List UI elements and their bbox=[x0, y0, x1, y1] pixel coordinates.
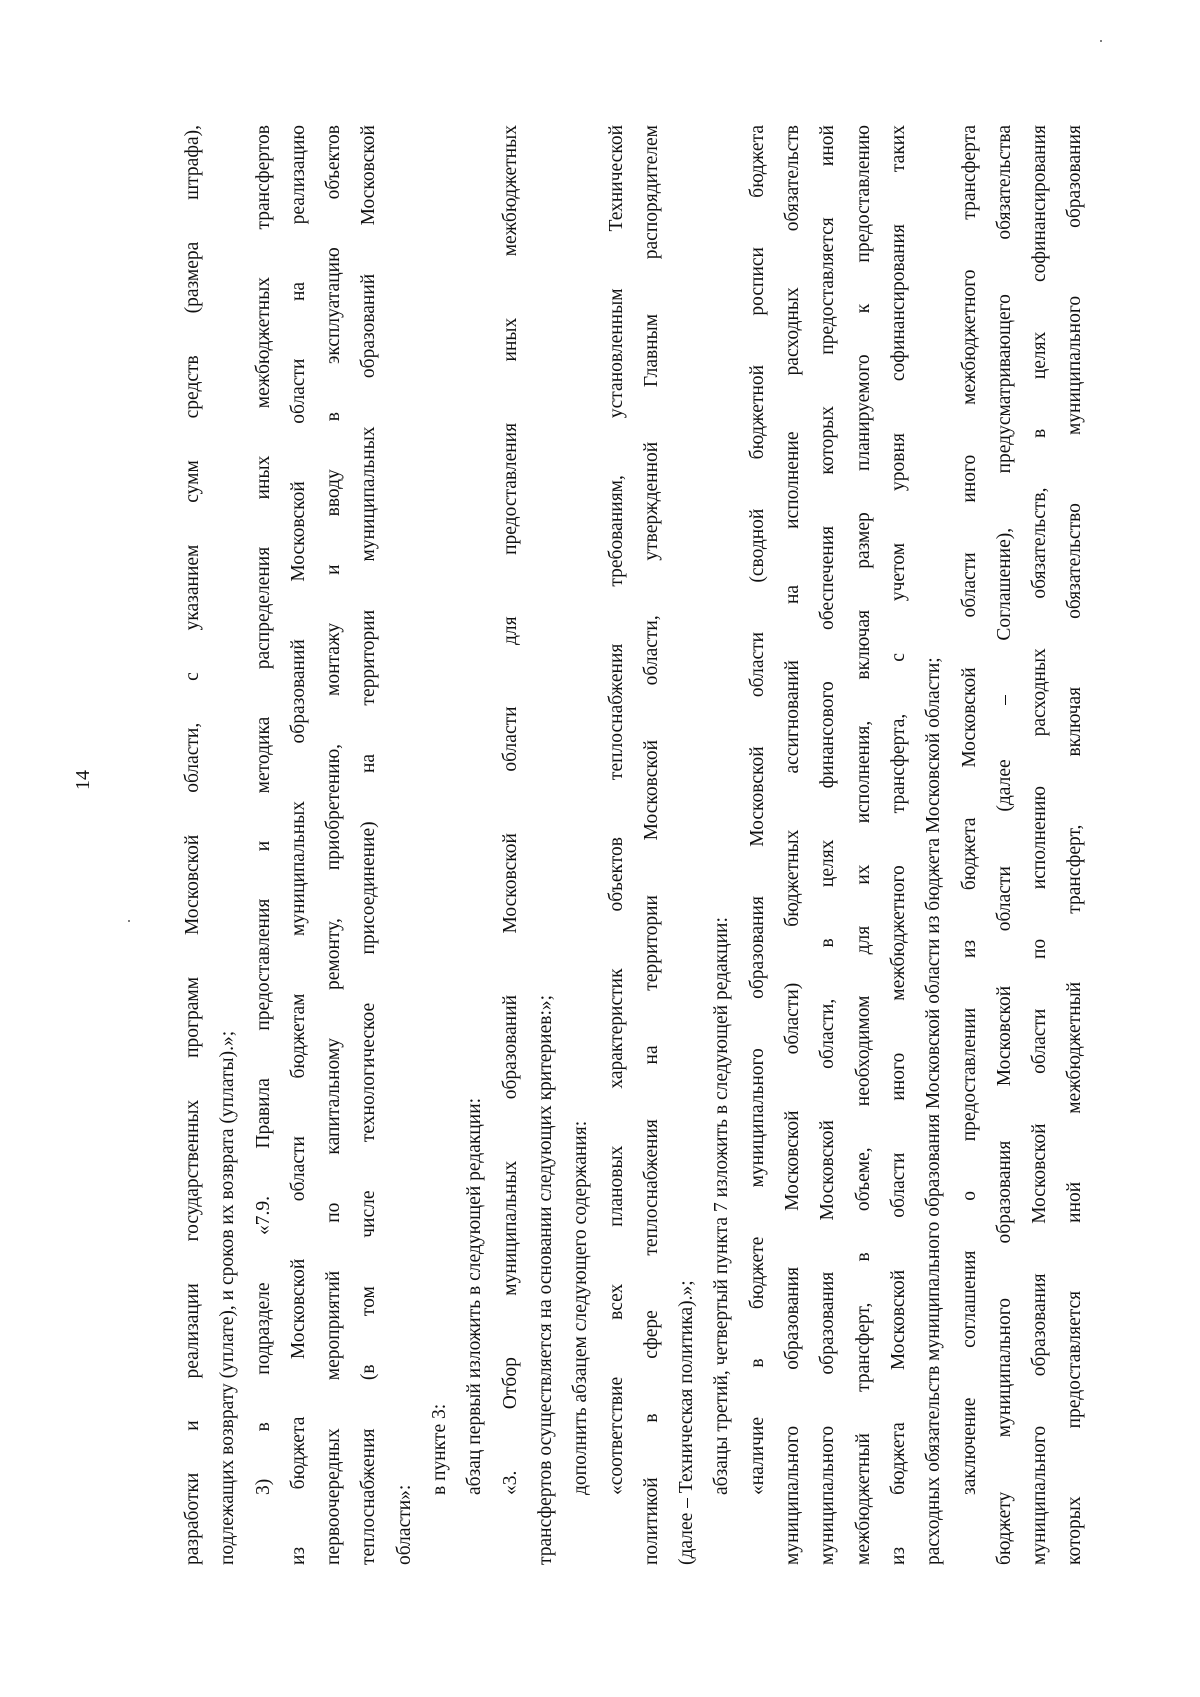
text-line: расходных обязательств муниципального образования Московской области из бюджета Московской области; bbox=[923, 657, 945, 1565]
text-line: бюджету муниципального образования Московской области (далее – Соглашение), предусматривающего обязательства bbox=[993, 125, 1015, 1565]
text-line: дополнить абзацем следующего содержания: bbox=[570, 1120, 592, 1495]
text-line: теплоснабжения (в том числе технологическое присоединение) на территории муниципальных образований Московской bbox=[358, 125, 380, 1565]
text-line: абзац первый изложить в следующей редакции: bbox=[464, 1097, 486, 1495]
text-line: заключение соглашения о предоставлении из бюджета Московской области иного межбюджетного трансферта bbox=[958, 125, 980, 1495]
text-line: муниципального образования Московской области по исполнению расходных обязательств, в целях софинансирования bbox=[1029, 125, 1051, 1565]
text-line: муниципального образования Московской области, в целях финансового обеспечения которых предоставляется иной bbox=[817, 125, 839, 1565]
text-line: абзацы третий, четвертый пункта 7 изложить в следующей редакции: bbox=[711, 917, 733, 1495]
text-line: первоочередных мероприятий по капитальному ремонту, приобретению, монтажу и вводу в эксплуатацию объектов bbox=[323, 125, 345, 1565]
text-line: политикой в сфере теплоснабжения на территории Московской области, утвержденной Главным распорядителем bbox=[640, 125, 662, 1565]
text-line: муниципального образования Московской области) бюджетных ассигнований на исполнение расходных обязательств bbox=[782, 125, 804, 1565]
text-line: которых предоставляется иной межбюджетный трансферт, включая обязательство муниципального образования bbox=[1064, 125, 1086, 1565]
text-line: межбюджетный трансферт, в объеме, необходимом для их исполнения, включая размер планируемого к предоставлению bbox=[852, 125, 874, 1565]
text-line: подлежащих возврату (уплате), и сроков их возврата (уплаты).»; bbox=[217, 1030, 239, 1565]
text-line: 3) в подразделе «7.9. Правила предоставления и методика распределения иных межбюджетных трансфертов bbox=[252, 125, 274, 1495]
text-line: «3. Отбор муниципальных образований Московской области для предоставления иных межбюджетных bbox=[499, 125, 521, 1495]
page-number: 14 bbox=[72, 770, 94, 790]
text-line: разработки и реализации государственных программ Московской области, с указанием сумм средств (размера штрафа), bbox=[182, 125, 203, 1565]
scan-speck bbox=[128, 920, 130, 922]
text-line: трансфертов осуществляется на основании следующих критериев:»; bbox=[534, 994, 556, 1565]
text-line: «наличие в бюджете муниципального образования Московской области (сводной бюджетной росписи бюджета bbox=[746, 125, 768, 1495]
text-line: области»: bbox=[393, 1484, 415, 1565]
text-line: из бюджета Московской области бюджетам муниципальных образований Московской области на реализацию bbox=[287, 125, 309, 1565]
text-line: в пункте 3: bbox=[429, 1403, 451, 1495]
text-line: «соответствие всех плановых характеристик объектов теплоснабжения требованиям, установленным Технической bbox=[605, 125, 627, 1495]
text-line: (далее – Техническая политика).»; bbox=[676, 1280, 698, 1565]
text-line: из бюджета Московской области иного межбюджетного трансферта, с учетом уровня софинансирования таких bbox=[887, 125, 909, 1565]
document-text-block bbox=[175, 125, 1093, 1565]
scan-speck bbox=[1100, 40, 1102, 42]
